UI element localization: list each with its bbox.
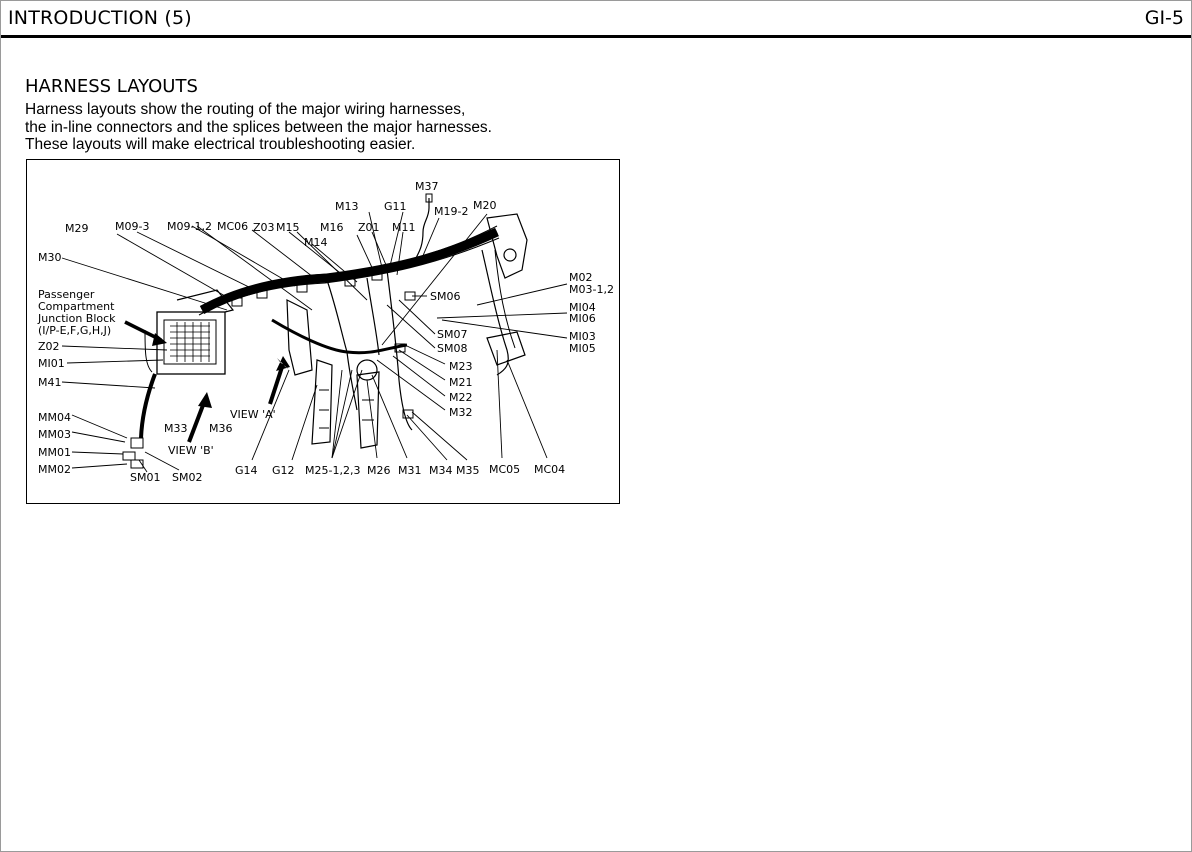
label-m35: M35: [456, 464, 480, 477]
intro-line-2: the in-line connectors and the splices between the major harnesses.: [25, 118, 492, 136]
label-m03-12: M03-1,2: [569, 283, 614, 296]
label-sm06: SM06: [430, 290, 461, 303]
label-mc04: MC04: [534, 463, 566, 476]
label-m25-123: M25-1,2,3: [305, 464, 361, 477]
label-mc06: MC06: [217, 220, 249, 233]
label-m15: M15: [276, 221, 300, 234]
label-m33: M33: [164, 422, 188, 435]
label-mm04: MM04: [38, 411, 71, 424]
label-mc05: MC05: [489, 463, 521, 476]
label-sm01: SM01: [130, 471, 161, 484]
label-m21: M21: [449, 376, 473, 389]
intro-paragraph: [25, 101, 492, 154]
header-rule: [1, 35, 1191, 38]
label-pcjb-1: Passenger: [38, 288, 95, 301]
label-m09-12: M09-1,2: [167, 220, 212, 233]
label-mm03: MM03: [38, 428, 71, 441]
page-title: INTRODUCTION (5): [8, 7, 192, 29]
label-z02: Z02: [38, 340, 60, 353]
label-mi01: MI01: [38, 357, 65, 370]
label-m22: M22: [449, 391, 473, 404]
label-m02: M02: [569, 271, 593, 284]
label-g14: G14: [235, 464, 258, 477]
label-g11: G11: [384, 200, 407, 213]
label-mm02: MM02: [38, 463, 71, 476]
label-m13: M13: [335, 200, 359, 213]
label-m29: M29: [65, 222, 89, 235]
label-mi03: MI03: [569, 330, 596, 343]
label-mi04: MI04: [569, 301, 596, 314]
label-m34: M34: [429, 464, 453, 477]
label-mi06: MI06: [569, 312, 596, 325]
label-mm01: MM01: [38, 446, 71, 459]
label-m37: M37: [415, 180, 439, 193]
label-sm02: SM02: [172, 471, 203, 484]
label-m32: M32: [449, 406, 473, 419]
label-z01: Z01: [358, 221, 380, 234]
label-m14: M14: [304, 236, 328, 249]
harness-layout-figure: [26, 159, 620, 504]
page-header: [0, 0, 1192, 36]
label-view-b: VIEW 'B': [168, 444, 214, 457]
label-m36: M36: [209, 422, 233, 435]
label-sm08: SM08: [437, 342, 468, 355]
label-sm07: SM07: [437, 328, 468, 341]
harness-drawing: [27, 160, 619, 503]
label-m41: M41: [38, 376, 62, 389]
label-m20: M20: [473, 199, 497, 212]
label-m11: M11: [392, 221, 416, 234]
label-m16: M16: [320, 221, 344, 234]
label-view-a: VIEW 'A': [230, 408, 276, 421]
label-pcjb-3: Junction Block: [38, 312, 116, 325]
intro-line-3: These layouts will make electrical troubleshooting easier.: [25, 136, 416, 153]
label-g12: G12: [272, 464, 295, 477]
label-m31: M31: [398, 464, 422, 477]
label-z03: Z03: [253, 221, 275, 234]
label-pcjb-2: Compartment: [38, 300, 115, 313]
label-m19-2: M19-2: [434, 205, 469, 218]
label-m30: M30: [38, 251, 62, 264]
intro-line-1: Harness layouts show the routing of the major wiring harnesses,: [25, 101, 466, 118]
label-mi05: MI05: [569, 342, 596, 355]
section-title: HARNESS LAYOUTS: [25, 76, 198, 97]
label-pcjb-4: (I/P-E,F,G,H,J): [38, 324, 112, 337]
label-m09-3: M09-3: [115, 220, 150, 233]
label-m26: M26: [367, 464, 391, 477]
page-number: GI-5: [1144, 7, 1184, 29]
label-m23: M23: [449, 360, 473, 373]
